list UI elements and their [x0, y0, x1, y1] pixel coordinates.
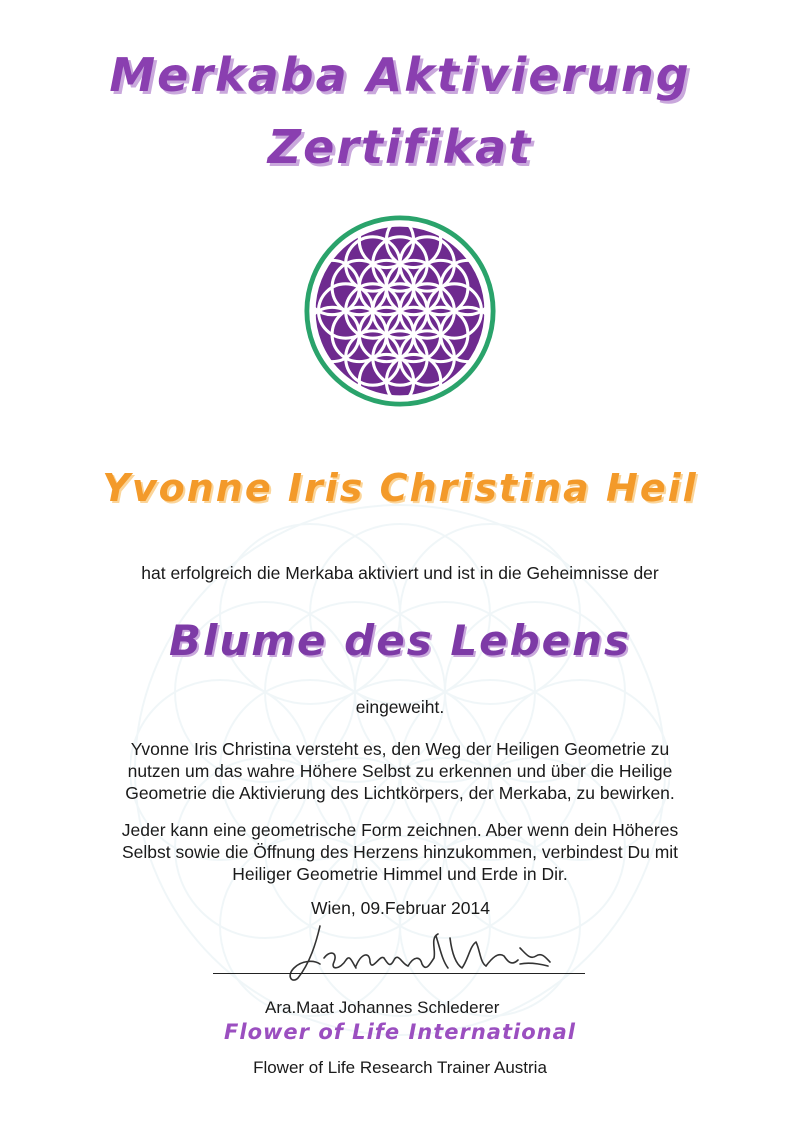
- intro-text: hat erfolgreich die Merkaba aktiviert und ist in die Geheimnisse der: [141, 563, 659, 583]
- flower-of-life-icon: [303, 214, 497, 408]
- paragraph-line: Selbst sowie die Öffnung des Herzens hinzukommen, verbindest Du mit: [121, 842, 679, 862]
- paragraph-line: nutzen um das wahre Höhere Selbst zu erkennen und über die Heilige: [127, 761, 673, 781]
- signer-name: Ara.Maat Johannes Schlederer: [265, 998, 500, 1017]
- organization-name: Flower of Life International: [224, 1020, 576, 1044]
- signature-image: [280, 918, 570, 988]
- paragraph-line: Geometrie die Aktivierung des Lichtkörpers, der Merkaba, zu bewirken.: [125, 783, 675, 803]
- description-paragraph: [0, 738, 800, 804]
- certificate-title-line1: Merkaba Aktivierung: [109, 48, 691, 102]
- initiated-text: eingeweiht.: [355, 697, 445, 717]
- signature-line: [213, 973, 585, 974]
- place-date: Wien, 09.Februar 2014: [311, 898, 490, 918]
- certificate-title-line2: Zertifikat: [267, 120, 533, 174]
- recipient-name: Yvonne Iris Christina Heil: [102, 466, 698, 510]
- paragraph-line: Heiliger Geometrie Himmel und Erde in Dir.: [232, 864, 568, 884]
- paragraph-line: Jeder kann eine geometrische Form zeichnen. Aber wenn dein Höheres: [121, 820, 679, 840]
- quote-paragraph: [0, 819, 800, 885]
- paragraph-line: Yvonne Iris Christina versteht es, den Weg der Heiligen Geometrie zu: [130, 739, 670, 759]
- trainer-title: Flower of Life Research Trainer Austria: [253, 1058, 547, 1077]
- highlight-title: Blume des Lebens: [168, 616, 632, 665]
